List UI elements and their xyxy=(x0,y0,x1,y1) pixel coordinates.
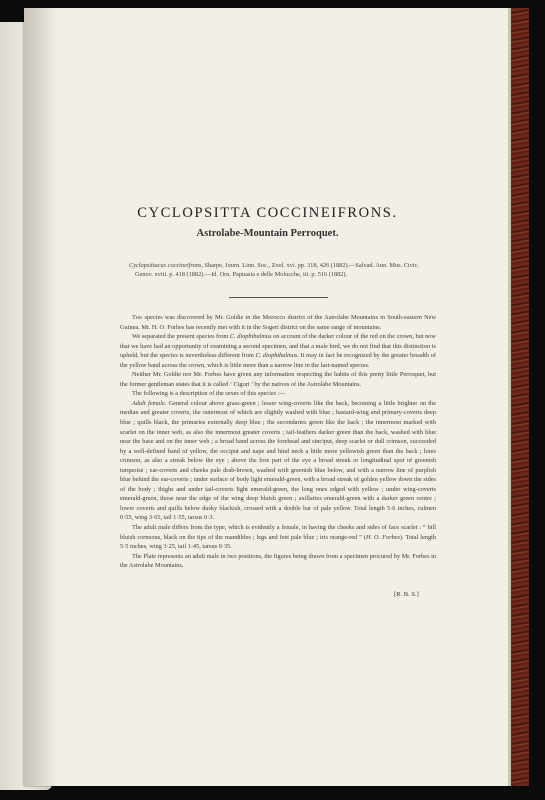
section-divider xyxy=(229,297,328,298)
author-initials: [R. B. S.] xyxy=(394,591,419,598)
paragraph-2-italic-2: C. diophthalmus. xyxy=(255,352,299,360)
paragraph-5-italic: Adult female. xyxy=(132,399,167,407)
gutter-shadow xyxy=(24,8,58,786)
paragraph-6-text-a: The adult male differs from the type, which is evidently a female, in having the cheeks and sides of face scarlet : “ bill bluish corneous, black on the tips of the mandibles ; legs and feet pale blue ; iris orange-red ” ( xyxy=(120,524,436,541)
synonymy-italic-name: Cyclopsittacus coccineifrons, xyxy=(129,262,203,269)
paragraph-3: Neither Mr. Goldie nor Mr. Forbes have given any information respecting the habits of this pretty little Perroquet, but the former gentleman states that it is called ‘ Cigori ’ by the natives of the Astrolabe Mountains. xyxy=(120,371,436,388)
paragraph-1-text: species was discovered by Mr. Goldie in the Morocco district of the Astrolabe Mountains in South-eastern New Guinea. Mr. H. O. Forbes has recently met with it in the Sogeri district on the same range of mountains. xyxy=(120,314,436,331)
synonymy-block xyxy=(129,261,429,280)
paragraph-4: The following is a description of the sexes of this species :— xyxy=(132,390,286,398)
synonymy-line1: Sharpe, Journ. Linn. Soc., Zool. xvi. pp. 318, 426 (1882).—Salvad. Ann. Mus. Civic. xyxy=(202,262,419,269)
paragraph-2-text-c: It may in fact be recognized by the greater breadth of the yellow band across the crown, which is little more than a narrow line in the last-named species. xyxy=(120,352,436,369)
paragraph-6 xyxy=(120,523,436,552)
paragraph-5 xyxy=(120,399,436,523)
paragraph-6-text-b: ). Total length 5·5 inches, wing 3·25, tail 1·45, tarsus 0·35. xyxy=(120,533,436,551)
paragraph-7: The Plate represents an adult male in two positions, the figures being drawn from a specimen procured by Mr. Forbes in the Astrolabe Mountains. xyxy=(120,552,436,570)
common-name: Astrolabe-Mountain Perroquet. xyxy=(196,228,339,239)
paragraph-2-text-a: We separated the present species from xyxy=(132,333,230,341)
book-page xyxy=(24,8,511,786)
species-title: CYCLOPSITTA COCCINEIFRONS. xyxy=(137,205,398,221)
synonymy-line2: Genov. xviii. p. 418 (1882).—Id. Orn. Papuasia e delle Molucche, iii. p. 516 (1882). xyxy=(135,271,348,279)
marbled-book-edge xyxy=(511,8,529,786)
paragraph-5-text: General colour above grass-green ; lesser wing-coverts like the back, becoming a little brighter on the median and greater coverts, the outermost of which are slightly washed with blue ; bastard-wing and primary-coverts deep blue ; quills black, the primaries externally deep blue ; the secondaries green like the back ; the innermost marked with scarlet on the inner web, as also the innermost greater coverts ; tail-feathers darker green than the back, washed with blue near the base and on the inner web ; a broad band across the forehead and sinciput, deep scarlet or dull crimson, succeeded by a well-defined band of yellow, the occiput and nape and hind neck a little more yellowish green than the back ; lores crimson, as also a streak below the eye ; above the fore part of the eye a broad streak or longitudinal spot of greenish turquoise ; ear-coverts and cheeks pale drab-brown, washed with greenish blue below, and with a narrow line of purplish blue behind the ear-coverts ; under surface of body light emerald-green, with a broad streak of golden yellow down the sides of the body ; thighs and under tail-coverts light emerald-green, the long ones edged with yellow ; under wing-coverts emerald-green, those near the edge of the wing deep bluish green ; axillaries emerald-green with a darker green centre ; lower coverts and quills below dusky blackish, crossed with a double bar of pale yellow. Total length 5·6 inches, culmen 0·55, wing 3·65, tail 1·55, tarsus 0·3. xyxy=(120,399,436,522)
paragraph-2 xyxy=(120,332,436,370)
paragraph-2-italic-1: C. diophthalmus xyxy=(229,333,272,341)
description-text xyxy=(120,313,436,571)
paragraph-1-lead: This xyxy=(132,314,143,321)
paragraph-2-text-b: on account of the darker colour of the red on the crown, but now that we have had an opportunity of examining a second specimen, and that a male bird, we do not find that this distinction is upheld, but the species is nevertheless different from xyxy=(120,333,436,360)
paragraph-6-italic: H. O. Forbes xyxy=(365,533,400,541)
paragraph-1 xyxy=(120,313,436,332)
